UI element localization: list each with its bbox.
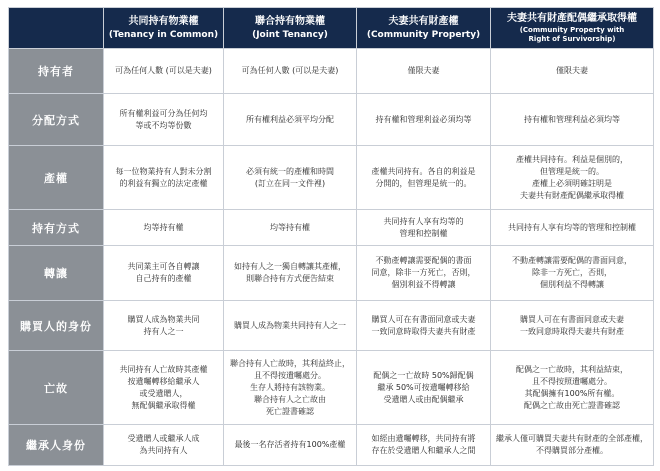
header-corner [9, 8, 104, 49]
table-cell: 共同持有人亡故時其產權 按遺囑轉移給繼承人 或受遺贈人， 無配偶繼承取得權 [104, 351, 224, 425]
table-cell: 均等持有權 [224, 210, 357, 246]
table-cell: 共同持有人享有均等的 管理和控制權 [357, 210, 491, 246]
table-cell: 受遺贈人或繼承人成 為共同持有人 [104, 425, 224, 466]
table-cell: 每一位物業持有人對未分割 的利益有獨立的法定產權 [104, 146, 224, 210]
table-row [9, 94, 654, 146]
header-title: 夫妻共有財產配偶繼承取得權 [507, 13, 637, 24]
row-label: 產權 [9, 146, 104, 210]
row-label: 購買人的身份 [9, 301, 104, 351]
table-cell: 產權共同持有。利益是個別的， 但管理是統一的。 產權上必須明確註明是 夫妻共有財產配偶繼承取得權 [491, 146, 654, 210]
table-cell: 購買人成為物業共同持有人之一 [224, 301, 357, 351]
row-label: 亡故 [9, 351, 104, 425]
header-subtitle: (Community Property with Right of Survivorship) [519, 26, 625, 43]
table-row [9, 146, 654, 210]
table-row [9, 351, 654, 425]
table-cell: 配偶之一亡故時，其利益結束， 且不得按照遺囑處分。 其配偶擁有100%所有權。 配偶之亡故由死亡證書確認 [491, 351, 654, 425]
table-row [9, 246, 654, 301]
row-label: 分配方式 [9, 94, 104, 146]
header-title: 聯合持有物業權 [255, 16, 325, 27]
row-label: 轉讓 [9, 246, 104, 301]
row-label: 繼承人身份 [9, 425, 104, 466]
table-cell: 購買人可在有書面同意或夫妻 一致同意時取得夫妻共有財產 [491, 301, 654, 351]
table-row [9, 210, 654, 246]
header-subtitle: (Tenancy in Common) [108, 30, 219, 40]
table-cell: 聯合持有人亡故時，其利益終止， 且不得按遺囑處分。 生存人將持有該物業。 聯合持有人之亡故由 死亡證書確認 [224, 351, 357, 425]
row-label: 持有者 [9, 49, 104, 94]
table-cell: 必須有統一的產權和時間 (訂立在同一文件裡) [224, 146, 357, 210]
table-cell: 所有權利益必須平均分配 [224, 94, 357, 146]
table-cell: 可為任何人數 (可以是夫妻) [104, 49, 224, 94]
table-row [9, 49, 654, 94]
table-cell: 不動產轉讓需要配偶的書面 同意，除非一方死亡，否則， 個別利益不得轉讓 [357, 246, 491, 301]
table-row [9, 425, 654, 466]
table-cell: 購買人可在有書面同意或夫妻 一致同意時取得夫妻共有財產 [357, 301, 491, 351]
header-subtitle: (Joint Tenancy) [252, 30, 328, 40]
table-cell: 僅限夫妻 [491, 49, 654, 94]
table-cell: 可為任何人數 (可以是夫妻) [224, 49, 357, 94]
table-cell: 共同持有人享有均等的管理和控制權 [491, 210, 654, 246]
table-cell: 如經由遺囑轉移，共同持有將 存在於受遺贈人和繼承人之間 [357, 425, 491, 466]
ownership-comparison-table [8, 7, 654, 466]
table-cell: 配偶之一亡故時 50%歸配偶 繼承 50%可按遺囑轉移給 受遺贈人或由配偶繼承 [357, 351, 491, 425]
header-subtitle: (Community Property) [366, 30, 481, 40]
table-cell: 所有權利益可分為任何均 等或不均等份數 [104, 94, 224, 146]
table-cell: 如持有人之一獨自轉讓其產權， 則聯合持有方式便告結束 [224, 246, 357, 301]
header-title: 共同持有物業權 [128, 16, 199, 27]
table-cell: 僅限夫妻 [357, 49, 491, 94]
header-community-property [357, 8, 491, 49]
table-cell: 共同業主可各自轉讓 自己持有的產權 [104, 246, 224, 301]
table-cell: 均等持有權 [104, 210, 224, 246]
table-cell: 持有權和管理利益必須均等 [357, 94, 491, 146]
row-label: 持有方式 [9, 210, 104, 246]
table-row [9, 301, 654, 351]
table-cell: 不動產轉讓需要配偶的書面同意， 除非一方死亡，否則， 個別利益不得轉讓 [491, 246, 654, 301]
table-cell: 購買人成為物業共同 持有人之一 [104, 301, 224, 351]
table-cell: 產權共同持有。各自的利益是 分開的，但管理是統一的。 [357, 146, 491, 210]
header-community-property-survivorship [491, 8, 654, 49]
table-cell: 最後一名存活者持有100%產權 [224, 425, 357, 466]
table-cell: 繼承人僅可購買夫妻共有財產的全部產權， 不得購買部分產權。 [491, 425, 654, 466]
header-title: 夫妻共有財產權 [388, 16, 459, 27]
table-cell: 持有權和管理利益必須均等 [491, 94, 654, 146]
header-row [9, 8, 654, 49]
header-joint-tenancy [224, 8, 357, 49]
header-tenancy-in-common [104, 8, 224, 49]
